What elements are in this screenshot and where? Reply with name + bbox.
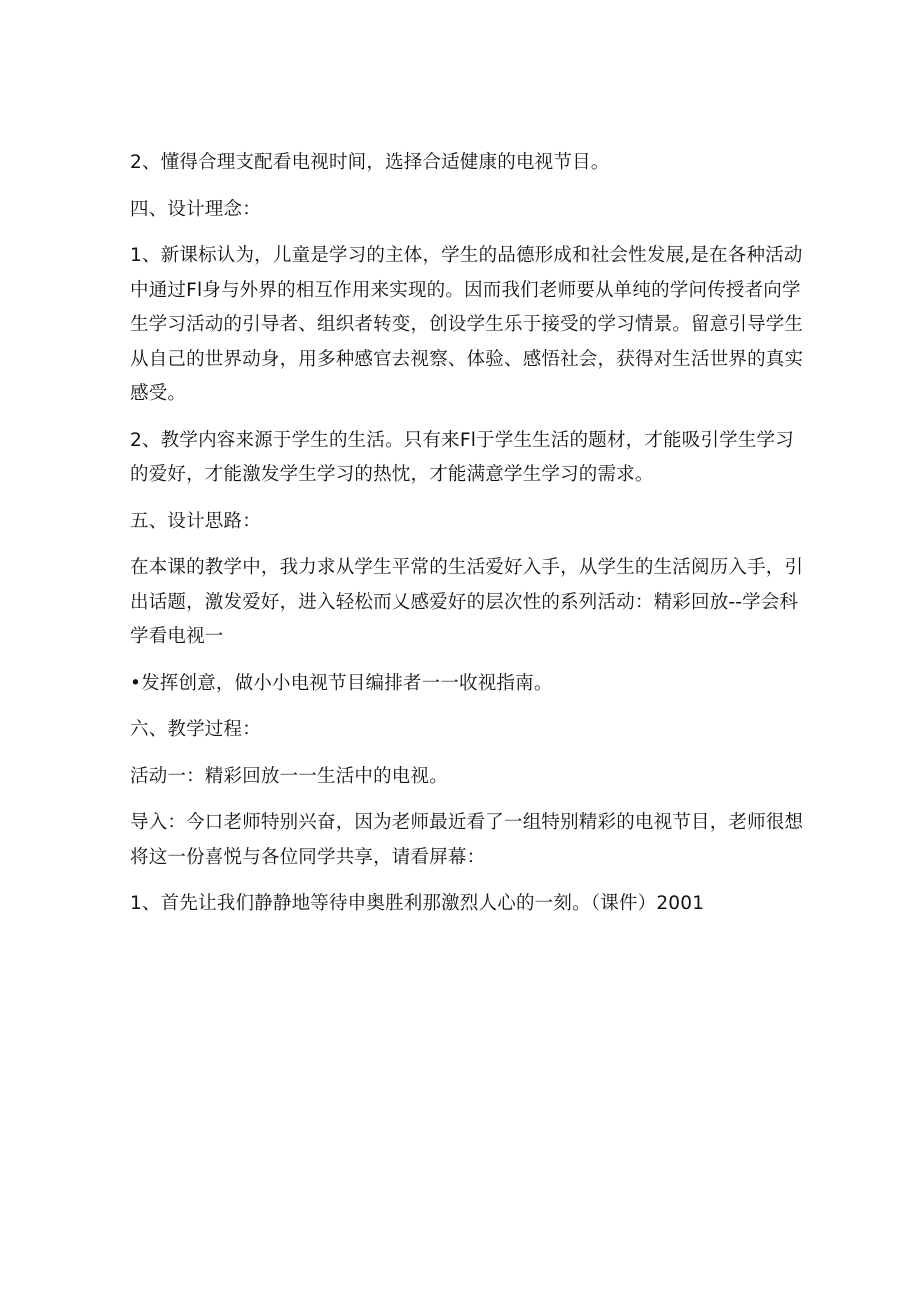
paragraph-design-idea: 在本课的教学中，我力求从学生平常的生活爱好入手，从学生的生活阅历入手，引出话题，激发爱好，进入轻松而乂感爱好的层次性的系列活动：精彩回放--学会科学看电视一 [130,557,804,647]
paragraph-concept-1: 1、新课标认为，儿童是学习的主体，学生的品德形成和社会性发展,是在各种活动中通过Fl身与外界的相互作用来实现的。因而我们老师要从单纯的学问传授者向学生学习活动的引导者、组织者转变，创设学生乐于接受的学习情景。留意引导学生从自己的世界动身，用多种感官去视察、体验、感悟社会，获得对生活世界的真实感受。 [130,245,804,404]
paragraph-introduction: 导入：今口老师特别兴奋，因为老师最近看了一组特别精彩的电视节目，老师很想将这一份喜悦与各位同学共享，请看屏幕： [130,812,804,868]
paragraph-concept-2: 2、教学内容来源于学生的生活。只有来Fl于学生生活的题材，才能吸引学生学习的爱好，才能激发学生学习的热忱，才能满意学生学习的需求。 [130,429,794,485]
paragraph-bullet: •发挥创意，做小小电视节目编排者一一收视指南。 [130,672,553,694]
heading-teaching-process: 六、教学过程： [130,719,261,740]
paragraph-activity-1: 活动一：精彩回放一一生活中的电视。 [130,765,448,787]
heading-design-idea: 五、设计思路： [130,510,261,532]
paragraph-goal-2: 2、懂得合理支配看电视时间，选择合适健康的电视节目。 [130,152,610,173]
document-body [130,146,810,922]
paragraph-step-1: 1、首先让我们静静地等待申奥胜利那激烈人心的一刻。（课件）2001 [130,893,705,914]
heading-design-concept: 四、设计理念： [130,198,261,220]
